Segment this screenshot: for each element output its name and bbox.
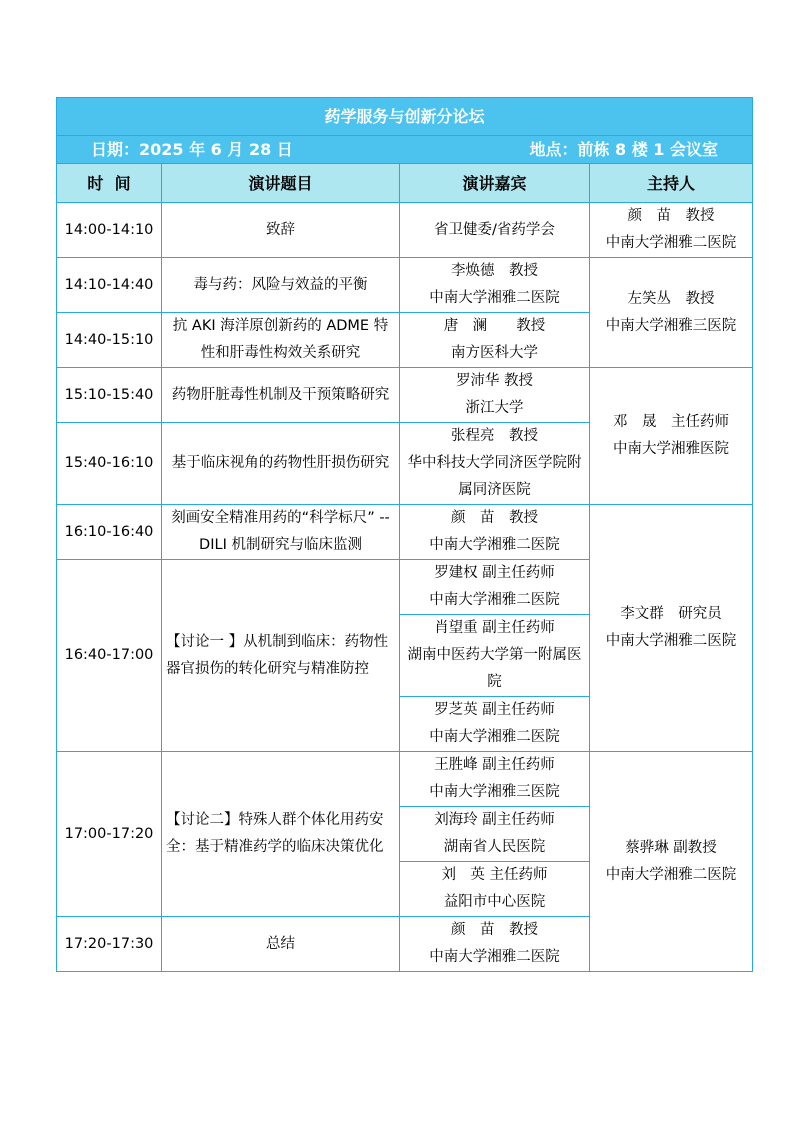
host-name: 邓 晟 主任药师 xyxy=(613,414,729,430)
row-speaker xyxy=(400,560,590,615)
table-row xyxy=(57,752,753,807)
speaker-name: 唐 澜 教授 xyxy=(443,318,546,334)
table-row xyxy=(57,505,753,560)
speaker-name: 李焕德 教授 xyxy=(451,263,538,279)
row-speaker xyxy=(400,368,590,423)
row-topic: 抗 AKI 海洋原创新药的 ADME 特性和肝毒性构效关系研究 xyxy=(162,313,400,368)
row-time: 16:10-16:40 xyxy=(57,505,162,560)
header-speaker: 演讲嘉宾 xyxy=(400,164,590,203)
row-host xyxy=(590,505,753,752)
row-speaker xyxy=(400,807,590,862)
header-host: 主持人 xyxy=(590,164,753,203)
speaker-affiliation: 华中科技大学同济医学院附属同济医院 xyxy=(407,455,582,498)
speaker-affiliation: 中南大学湘雅二医院 xyxy=(429,949,560,965)
speaker-affiliation: 中南大学湘雅二医院 xyxy=(429,537,560,553)
forum-schedule-table xyxy=(56,97,753,972)
row-speaker xyxy=(400,862,590,917)
row-host xyxy=(590,752,753,972)
row-speaker xyxy=(400,752,590,807)
table-row xyxy=(57,203,753,258)
host-affiliation: 中南大学湘雅二医院 xyxy=(605,235,737,251)
row-speaker xyxy=(400,313,590,368)
speaker-affiliation: 南方医科大学 xyxy=(451,345,538,361)
row-host xyxy=(590,203,753,258)
speaker-affiliation: 湖南中医药大学第一附属医院 xyxy=(407,647,582,690)
speaker-affiliation: 湖南省人民医院 xyxy=(443,839,546,855)
row-speaker xyxy=(400,697,590,752)
row-speaker xyxy=(400,917,590,972)
row-topic: 【讨论二】特殊人群个体化用药安全：基于精准药学的临床决策优化 xyxy=(162,752,400,917)
row-topic: 药物肝脏毒性机制及干预策略研究 xyxy=(162,368,400,423)
host-name: 李文群 研究员 xyxy=(620,606,722,622)
row-time: 15:10-15:40 xyxy=(57,368,162,423)
header-topic: 演讲题目 xyxy=(162,164,400,203)
speaker-affiliation: 中南大学湘雅二医院 xyxy=(429,592,560,608)
host-affiliation: 中南大学湘雅三医院 xyxy=(605,317,737,334)
speaker-name: 省卫健委/省药学会 xyxy=(434,221,555,238)
speaker-name: 刘海玲 副主任药师 xyxy=(434,812,555,828)
row-time: 14:00-14:10 xyxy=(57,203,162,258)
row-speaker xyxy=(400,203,590,258)
row-host xyxy=(590,258,753,368)
speaker-name: 颜 苗 教授 xyxy=(451,922,538,938)
row-topic: 基于临床视角的药物性肝损伤研究 xyxy=(162,423,400,505)
speaker-affiliation: 中南大学湘雅二医院 xyxy=(429,729,560,745)
row-speaker xyxy=(400,615,590,697)
speaker-name: 张程亮 教授 xyxy=(451,428,538,444)
host-name: 蔡骅琳 副教授 xyxy=(625,839,717,856)
speaker-name: 王胜峰 副主任药师 xyxy=(434,757,555,773)
table-row xyxy=(57,368,753,423)
forum-location: 地点：前栋 8 楼 1 会议室 xyxy=(529,140,719,159)
row-topic: 【讨论一 】从机制到临床：药物性器官损伤的转化研究与精准防控 xyxy=(162,560,400,752)
row-time: 17:00-17:20 xyxy=(57,752,162,917)
speaker-name: 罗芝英 副主任药师 xyxy=(434,702,555,718)
row-speaker xyxy=(400,258,590,313)
speaker-name: 刘 英 主任药师 xyxy=(441,867,548,883)
speaker-name: 肖望重 副主任药师 xyxy=(434,620,555,636)
speaker-name: 颜 苗 教授 xyxy=(451,510,538,526)
forum-info-bar xyxy=(57,136,753,164)
header-time: 时 间 xyxy=(57,164,162,203)
host-affiliation: 中南大学湘雅医院 xyxy=(613,441,729,457)
table-row xyxy=(57,258,753,313)
host-affiliation: 中南大学湘雅二医院 xyxy=(605,633,737,649)
row-speaker xyxy=(400,423,590,505)
host-affiliation: 中南大学湘雅二医院 xyxy=(605,866,737,883)
host-name: 颜 苗 教授 xyxy=(627,208,715,224)
row-time: 17:20-17:30 xyxy=(57,917,162,972)
speaker-name: 罗沛华 教授 xyxy=(455,373,534,389)
row-time: 15:40-16:10 xyxy=(57,423,162,505)
speaker-affiliation: 中南大学湘雅三医院 xyxy=(429,784,560,800)
row-speaker xyxy=(400,505,590,560)
row-topic: 致辞 xyxy=(162,203,400,258)
row-topic: 刻画安全精准用药的“科学标尺” --DILI 机制研究与临床监测 xyxy=(162,505,400,560)
speaker-affiliation: 益阳市中心医院 xyxy=(443,894,546,910)
speaker-name: 罗建权 副主任药师 xyxy=(434,565,555,581)
row-topic: 毒与药：风险与效益的平衡 xyxy=(162,258,400,313)
table-header-row xyxy=(57,164,753,203)
forum-date: 日期：2025 年 6 月 28 日 xyxy=(91,140,293,159)
speaker-affiliation: 中南大学湘雅二医院 xyxy=(429,290,560,306)
row-host xyxy=(590,368,753,505)
row-time: 14:10-14:40 xyxy=(57,258,162,313)
row-time: 14:40-15:10 xyxy=(57,313,162,368)
host-name: 左笑丛 教授 xyxy=(627,290,715,307)
forum-title: 药学服务与创新分论坛 xyxy=(57,98,753,136)
row-topic: 总结 xyxy=(162,917,400,972)
speaker-affiliation: 浙江大学 xyxy=(465,400,524,416)
row-time: 16:40-17:00 xyxy=(57,560,162,752)
